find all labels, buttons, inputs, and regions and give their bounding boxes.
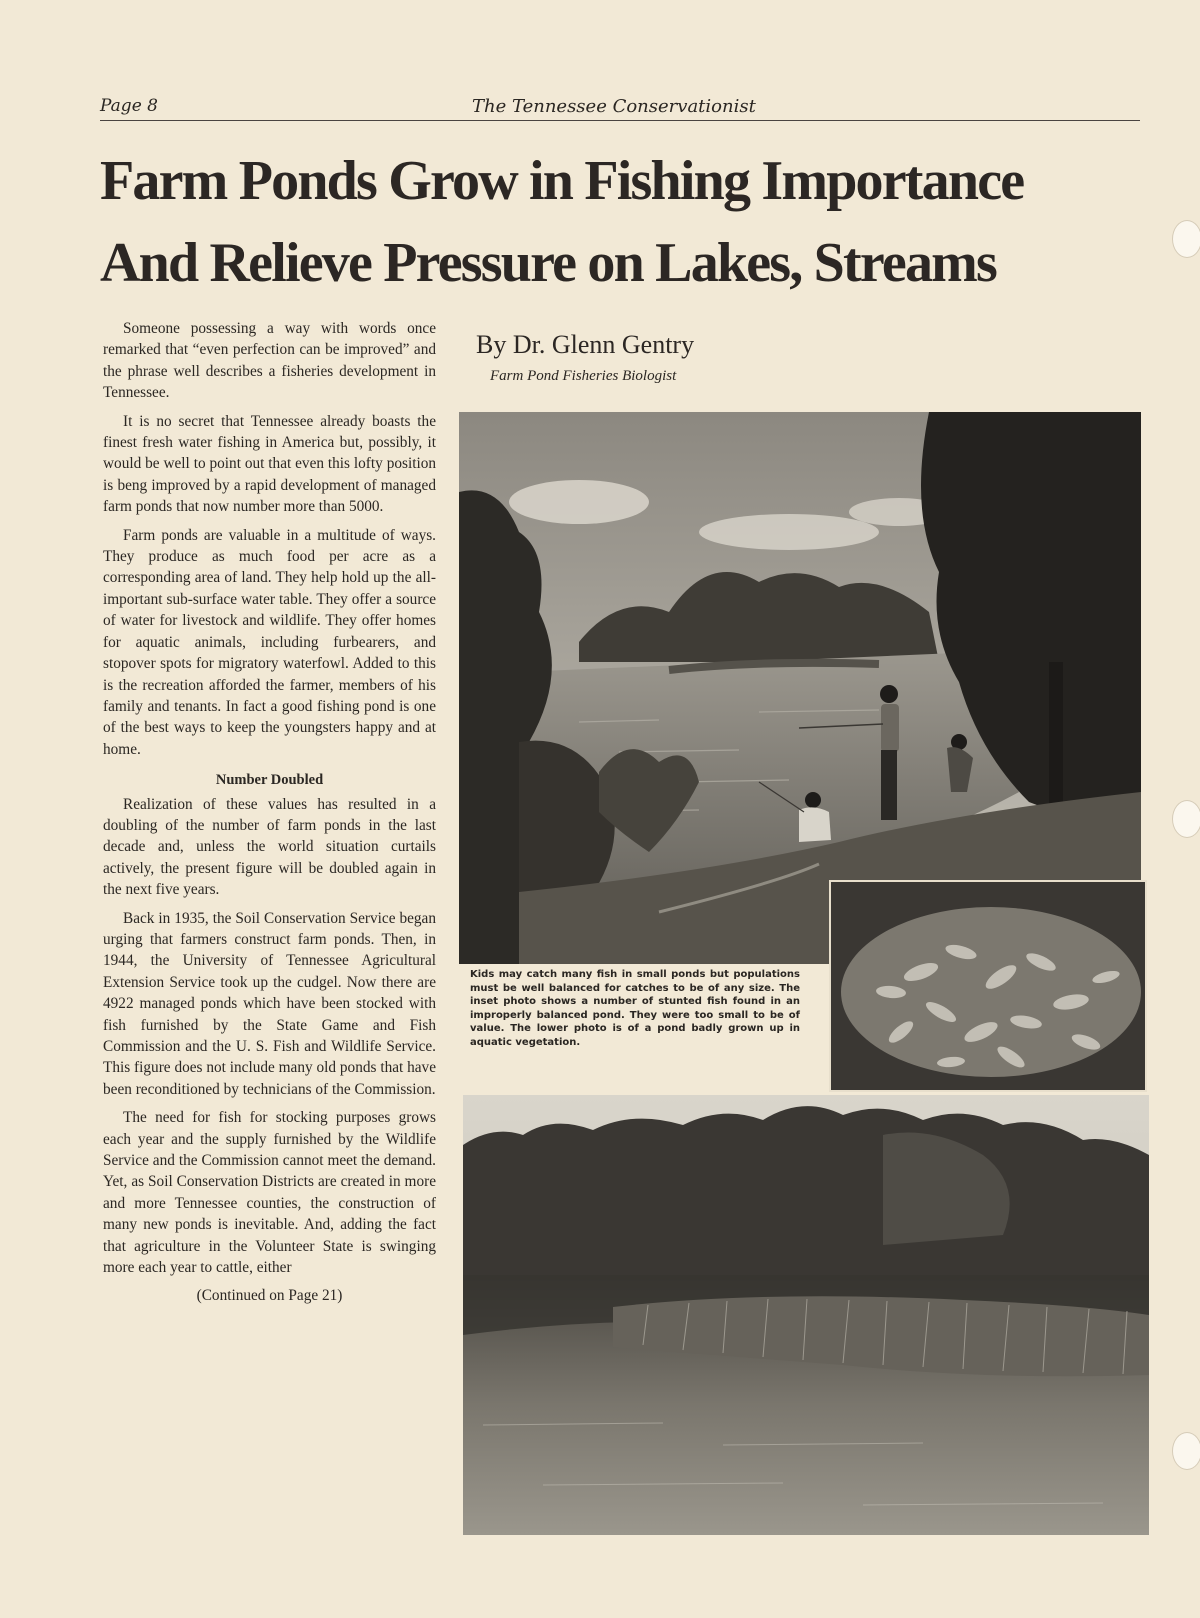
headline-line-2: And Relieve Pressure on Lakes, Streams <box>100 232 997 294</box>
punch-hole <box>1172 220 1200 258</box>
punch-hole <box>1172 1432 1200 1470</box>
page-number: Page 8 <box>100 96 158 116</box>
article-headline <box>100 140 1150 304</box>
paragraph: Someone possessing a way with words once remarked that “even perfection can be improved” and the phrase well describes a fisheries development in Tennessee. <box>103 320 436 402</box>
byline-author: By Dr. Glenn Gentry <box>476 330 695 359</box>
section-subhead: Number Doubled <box>215 772 324 789</box>
photo-stunted-fish <box>829 880 1147 1092</box>
page-header <box>100 96 1140 121</box>
article-body <box>103 318 436 1307</box>
paragraph: The need for fish for stocking purposes grows each year and the supply furnished by the Wildlife Service and the Commission cannot meet the demand. Yet, as Soil Conservation Districts are created in more and more Tennessee counties, the construction of many new ponds is inevitable. And, adding the fact that agriculture in the Volunteer State is swinging more each year to cattle, either <box>103 1109 436 1277</box>
headline-line-1: Farm Ponds Grow in Fishing Importance <box>100 150 1024 212</box>
paragraph: It is no secret that Tennessee already boasts the finest fresh water fishing in America but, possibly, it would be well to point out that even this lofty position is beng improved by a rapid development of managed farm ponds that now number more than 5000. <box>103 412 436 516</box>
paragraph: Realization of these values has resulted in a doubling of the number of farm ponds in the last decade and, unless the world situation curtails actively, the present figure will be doubled again in the next five years. <box>103 795 436 899</box>
photo-caption: Kids may catch many fish in small ponds but populations must be well balanced for catches to be of any size. The inset photo shows a number of stunted fish found in an improperly balanced pond. They were too small to be of value. The lower photo is of a pond badly grown up in aquatic vegetation. <box>470 969 800 1048</box>
continued-note: (Continued on Page 21) <box>196 1287 343 1305</box>
magazine-title: The Tennessee Conservationist <box>472 96 756 117</box>
byline-role: Farm Pond Fisheries Biologist <box>490 368 677 384</box>
paragraph: Back in 1935, the Soil Conservation Service began urging that farmers construct farm ponds. Then, in 1944, the University of Tennessee Agricultural Extension Service took up the cudgel. Now there are 4922 managed ponds which have been stocked with fish furnished by the State Game and Fish Commission and the U. S. Fish and Wildlife Service. This figure does not include many old ponds that have been reconditioned by technicians of the Commission. <box>103 909 436 1098</box>
punch-hole <box>1172 800 1200 838</box>
paragraph: Farm ponds are valuable in a multitude of ways. They produce as much food per acre as a corresponding area of land. They help hold up the all-important sub-surface water table. They offer a source of water for livestock and wildlife. They offer homes for aquatic animals, including furbearers, and stopover spots for migratory waterfowl. Added to this is the recreation afforded the farmer, members of his family and tenants. In fact a good fishing pond is one of the best ways to keep the youngsters happy and at home. <box>103 526 436 758</box>
photo-overgrown-pond <box>463 1095 1149 1535</box>
